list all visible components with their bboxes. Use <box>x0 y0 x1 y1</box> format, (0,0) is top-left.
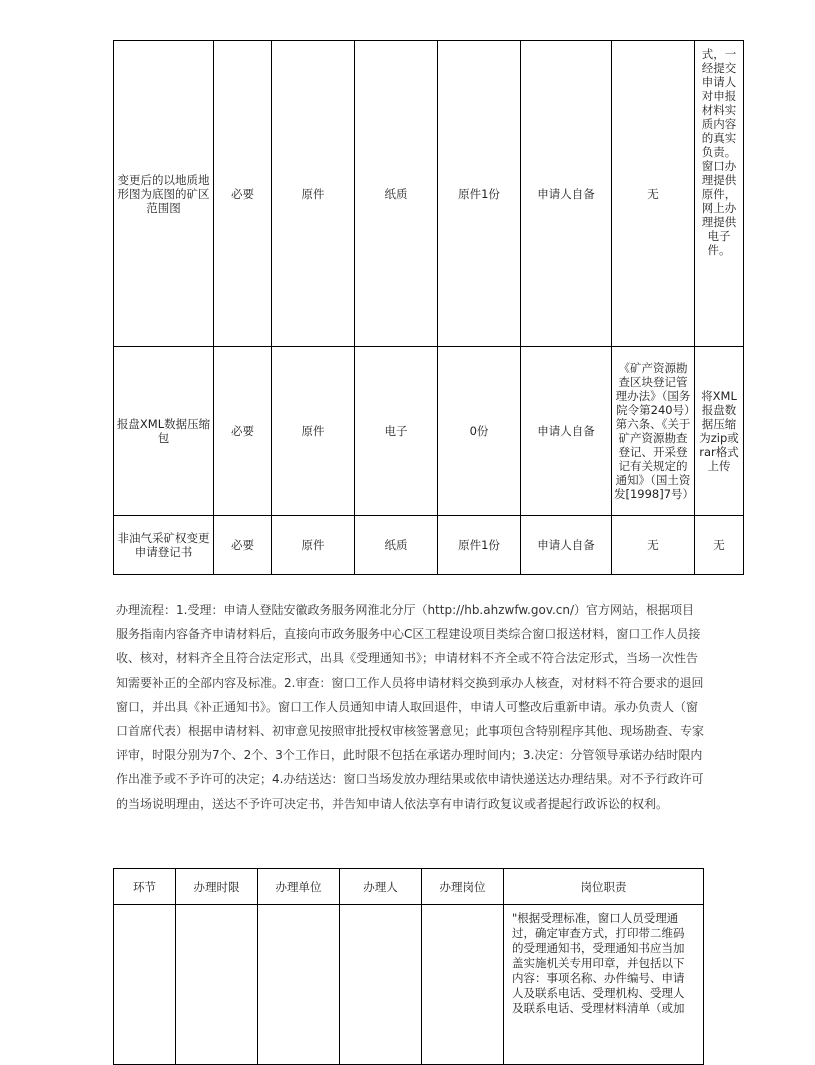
material-format: 纸质 <box>355 41 438 347</box>
process-description: 办理流程：1.受理：申请人登陆安徽政务服务网淮北分厅（http://hb.ahzwfw.gov.cn/）官方网站，根据项目服务指南内容备齐申请材料后，直接向市政务服务中心C区工程建设项目类综合窗口报送材料，窗口工作人员接收、核对，材料齐全且符合法定形式，出具《受理通知书》；申请材料不齐全或不符合法定形式，当场一次性告知需要补正的全部内容及标准。2.审查：窗口工作人员将申请材料交换到承办人核查，对材料不符合要求的退回窗口，并出具《补正通知书》。窗口工作人员通知申请人取回退件，申请人可整改后重新申请。承办负责人（窗口首席代表）根据申请材料、初审意见按照审批授权审核签署意见；此事项包含特别程序其他、现场勘查、专家评审，时限分别为7个、2个、3个工作日，此时限不包括在承诺办理时间内；3.决定：分管领导承诺办结时限内作出准予或不予许可的决定；4.办结送达：窗口当场发放办理结果或依申请快递送达办理结果。对不予行政许可的当场说明理由，送达不予许可决定书，并告知申请人依法享有申请行政复议或者提起行政诉讼的权利。 <box>116 603 705 811</box>
material-basis: 无 <box>612 516 695 575</box>
material-basis: 《矿产资源勘查区块登记管理办法》（国务院令第240号）第六条、《关于矿产资源勘查登记、开采登记有关规定的通知》（国土资发[1998]7号） <box>612 347 695 516</box>
material-required: 必要 <box>214 347 272 516</box>
materials-table <box>113 40 744 575</box>
table-row <box>114 905 704 1065</box>
material-name: 报盘XML数据压缩包 <box>114 347 214 516</box>
table-row <box>114 516 744 575</box>
material-copies: 原件1份 <box>438 516 521 575</box>
header-unit: 办理单位 <box>258 869 340 905</box>
header-duty: 岗位职责 <box>504 869 704 905</box>
material-format: 纸质 <box>355 516 438 575</box>
material-source: 申请人自备 <box>521 516 612 575</box>
table-row <box>114 41 744 347</box>
table-header-row <box>114 869 704 905</box>
material-basis: 无 <box>612 41 695 347</box>
material-format: 电子 <box>355 347 438 516</box>
unit-cell <box>258 905 340 1065</box>
header-time-limit: 办理时限 <box>176 869 258 905</box>
material-copies: 原件1份 <box>438 41 521 347</box>
material-copies: 0份 <box>438 347 521 516</box>
material-required: 必要 <box>214 516 272 575</box>
header-handler: 办理人 <box>340 869 422 905</box>
workflow-table <box>113 868 704 1065</box>
material-source: 申请人自备 <box>521 41 612 347</box>
material-original: 原件 <box>272 347 355 516</box>
post-cell <box>422 905 504 1065</box>
duty-cell: "根据受理标准，窗口人员受理通过，确定审查方式，打印带二维码的受理通知书，受理通知书应当加盖实施机关专用印章，并包括以下内容：事项名称、办件编号、申请人及联系电话、受理机构、受理人及联系电话、受理材料清单（或加 <box>504 905 704 1065</box>
header-stage: 环节 <box>114 869 176 905</box>
material-original: 原件 <box>272 516 355 575</box>
material-name: 非油气采矿权变更申请登记书 <box>114 516 214 575</box>
handler-cell <box>340 905 422 1065</box>
material-name: 变更后的以地质地形图为底图的矿区范围图 <box>114 41 214 347</box>
material-source: 申请人自备 <box>521 347 612 516</box>
time-limit-cell <box>176 905 258 1065</box>
material-original: 原件 <box>272 41 355 347</box>
material-required: 必要 <box>214 41 272 347</box>
material-note: 无 <box>695 516 744 575</box>
material-note: 将XML报盘数据压缩为zip或rar格式上传 <box>695 347 744 516</box>
material-note: 式，一经提交申请人对申报材料实质内容的真实负责。窗口办理提供原件，网上办理提供电子件。 <box>695 41 744 347</box>
header-post: 办理岗位 <box>422 869 504 905</box>
stage-cell <box>114 905 176 1065</box>
table-row <box>114 347 744 516</box>
